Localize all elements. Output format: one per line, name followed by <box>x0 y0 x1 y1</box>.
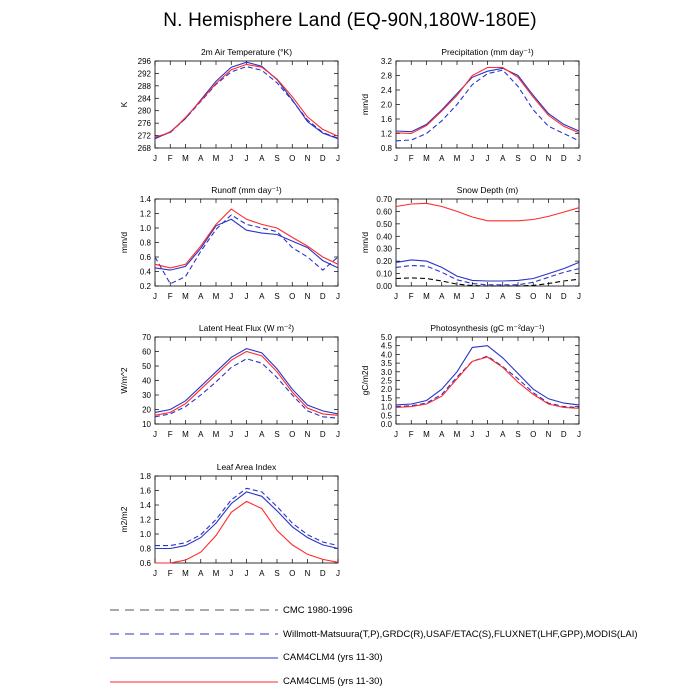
figure-title: N. Hemisphere Land (EQ-90N,180W-180E) <box>163 10 537 31</box>
y-tick-label: 0.5 <box>380 411 392 421</box>
x-tick-label: S <box>515 154 521 163</box>
legend-label-cam4clm5: CAM4CLM5 (yrs 11-30) <box>283 676 383 687</box>
series-line-2 <box>155 501 338 563</box>
x-tick-label: A <box>259 154 265 163</box>
x-tick-label: M <box>423 292 430 301</box>
x-tick-label: D <box>560 292 567 301</box>
x-tick-label: N <box>545 430 552 439</box>
x-tick-label: M <box>423 430 430 439</box>
x-tick-label: A <box>198 154 204 163</box>
x-tick-label: S <box>274 154 280 163</box>
x-tick-label: J <box>485 292 490 301</box>
y-tick-label: 2.4 <box>380 86 392 95</box>
x-tick-label: M <box>212 292 220 301</box>
x-tick-label: J <box>153 154 157 163</box>
x-tick-label: A <box>439 430 445 439</box>
x-tick-label: J <box>229 569 234 578</box>
y-tick-label: 5.0 <box>380 333 392 342</box>
panel-leaf-area-index <box>119 462 340 578</box>
x-tick-label: S <box>515 430 521 439</box>
y-tick-label: 40 <box>142 376 151 386</box>
x-tick-label: J <box>336 292 340 301</box>
y-tick-label: 1.0 <box>139 224 151 233</box>
y-tick-label: 3.5 <box>380 359 392 369</box>
x-tick-label: A <box>198 430 204 439</box>
y-tick-label: 0.2 <box>139 282 151 291</box>
x-tick-label: O <box>530 430 537 439</box>
x-tick-label: A <box>500 154 506 163</box>
x-tick-label: J <box>336 430 340 439</box>
plot-frame <box>155 61 338 148</box>
panel-title: Latent Heat Flux (W m⁻²) <box>198 323 295 333</box>
y-tick-label: 0.4 <box>139 267 151 277</box>
x-tick-label: J <box>244 292 249 301</box>
legend-label-observations: Willmott-Matsuura(T,P),GRDC(R),USAF/ETAC(S),FLUXNET(LHF,GPP),MODIS(LAI) <box>283 629 638 640</box>
y-tick-label: 2.0 <box>380 385 392 395</box>
series-line-1 <box>396 346 579 405</box>
x-tick-label: J <box>470 154 475 163</box>
x-tick-label: J <box>470 430 475 439</box>
x-tick-label: J <box>394 292 398 301</box>
y-tick-label: 1.2 <box>139 209 151 219</box>
panel-runoff <box>119 185 340 301</box>
x-tick-label: J <box>229 292 234 301</box>
y-tick-label: 1.0 <box>380 402 392 412</box>
y-axis-label: mm/d <box>360 93 370 116</box>
x-tick-label: O <box>289 569 296 578</box>
y-tick-label: 0.70 <box>376 195 392 204</box>
series-line-1 <box>396 68 579 131</box>
y-tick-label: 3.2 <box>380 57 392 66</box>
x-tick-label: F <box>167 154 173 163</box>
x-tick-label: D <box>319 569 326 578</box>
panel-title: Photosynthesis (gC m⁻²day⁻¹) <box>430 323 545 333</box>
x-tick-label: O <box>289 154 296 163</box>
y-tick-label: 3.0 <box>380 367 392 377</box>
panel-snow-depth <box>360 185 581 301</box>
x-tick-label: J <box>470 292 475 301</box>
y-tick-label: 292 <box>137 69 151 79</box>
legend-label-cam4clm4: CAM4CLM4 (yrs 11-30) <box>283 652 383 663</box>
x-tick-label: M <box>212 569 220 578</box>
y-tick-label: 1.2 <box>380 129 392 139</box>
x-tick-label: O <box>530 154 537 163</box>
y-tick-label: 2.8 <box>380 71 392 81</box>
y-tick-label: 0.6 <box>139 253 151 262</box>
panel-title: Runoff (mm day⁻¹) <box>211 185 282 195</box>
series-line-2 <box>396 357 579 408</box>
x-tick-label: S <box>274 292 280 301</box>
y-tick-label: 50 <box>142 362 151 371</box>
y-tick-label: 60 <box>142 347 151 357</box>
y-tick-label: 0.40 <box>376 232 392 242</box>
x-tick-label: D <box>319 154 326 163</box>
series-line-3 <box>396 203 579 221</box>
legend-label-cmc: CMC 1980-1996 <box>283 605 353 616</box>
plot-frame <box>155 337 338 424</box>
series-line-1 <box>155 492 338 549</box>
series-line-1 <box>155 62 338 139</box>
x-tick-label: A <box>198 292 204 301</box>
series-line-2 <box>155 64 338 137</box>
y-tick-label: 0.30 <box>376 244 392 254</box>
panel-title: Precipitation (mm day⁻¹) <box>441 47 534 57</box>
y-tick-label: 1.6 <box>139 486 151 496</box>
series-line-1 <box>155 219 338 270</box>
y-tick-label: 10 <box>142 420 151 429</box>
y-tick-label: 296 <box>137 57 151 66</box>
y-tick-label: 0.8 <box>139 544 151 554</box>
y-axis-label: gC/m2d <box>360 365 370 396</box>
x-tick-label: F <box>408 292 414 301</box>
x-tick-label: M <box>182 292 189 301</box>
y-tick-label: 4.0 <box>380 350 392 360</box>
x-tick-label: M <box>182 154 189 163</box>
x-tick-label: F <box>167 569 173 578</box>
y-tick-label: 288 <box>137 81 151 91</box>
x-tick-label: O <box>530 292 537 301</box>
y-tick-label: 30 <box>142 391 151 400</box>
y-tick-label: 1.4 <box>139 195 151 204</box>
y-tick-label: 0.10 <box>376 269 392 279</box>
y-tick-label: 280 <box>137 106 151 116</box>
plot-frame <box>396 337 579 424</box>
y-axis-label: mm/d <box>119 231 129 254</box>
y-tick-label: 70 <box>142 333 151 342</box>
y-axis-label: m2/m2 <box>119 506 129 533</box>
y-tick-label: 284 <box>137 94 151 104</box>
x-tick-label: O <box>289 430 296 439</box>
x-tick-label: S <box>274 430 280 439</box>
x-tick-label: N <box>304 292 311 301</box>
x-tick-label: J <box>336 154 340 163</box>
x-tick-label: A <box>500 430 506 439</box>
series-line-0 <box>396 70 579 141</box>
panel-precipitation <box>360 47 581 163</box>
panel-title: Snow Depth (m) <box>456 185 519 195</box>
x-tick-label: D <box>560 430 567 439</box>
x-tick-label: J <box>485 154 490 163</box>
x-tick-label: J <box>577 292 581 301</box>
x-tick-label: N <box>304 569 311 578</box>
y-tick-label: 0.0 <box>380 420 392 429</box>
x-tick-label: J <box>394 430 398 439</box>
x-tick-label: F <box>408 154 414 163</box>
x-tick-label: J <box>153 292 157 301</box>
x-tick-label: O <box>289 292 296 301</box>
series-line-0 <box>155 488 338 545</box>
x-tick-label: J <box>244 154 249 163</box>
y-tick-label: 0.50 <box>376 219 392 229</box>
panel-air-temperature <box>119 47 340 163</box>
x-tick-label: D <box>560 154 567 163</box>
y-tick-label: 1.2 <box>139 515 151 525</box>
y-axis-label: K <box>119 101 129 108</box>
x-tick-label: J <box>244 569 249 578</box>
x-tick-label: M <box>182 569 189 578</box>
x-tick-label: J <box>394 154 398 163</box>
x-tick-label: M <box>423 154 430 163</box>
y-tick-label: 0.20 <box>376 257 392 267</box>
x-tick-label: M <box>453 154 461 163</box>
x-tick-label: A <box>439 154 445 163</box>
y-tick-label: 0.8 <box>139 238 151 248</box>
x-tick-label: J <box>229 430 234 439</box>
y-axis-label: W/m^2 <box>119 367 129 394</box>
x-tick-label: D <box>319 430 326 439</box>
y-tick-label: 0.6 <box>139 559 151 568</box>
x-tick-label: M <box>212 430 220 439</box>
y-tick-label: 276 <box>137 119 151 129</box>
y-tick-label: 2.5 <box>380 376 392 386</box>
panel-photosynthesis <box>360 323 581 439</box>
x-tick-label: J <box>229 154 234 163</box>
y-tick-label: 0.8 <box>380 144 392 153</box>
x-tick-label: F <box>167 430 173 439</box>
y-tick-label: 1.6 <box>380 115 392 124</box>
y-tick-label: 1.4 <box>139 501 151 510</box>
x-tick-label: A <box>500 292 506 301</box>
series-line-0 <box>155 215 338 284</box>
x-tick-label: F <box>408 430 414 439</box>
y-tick-label: 2.0 <box>380 100 392 110</box>
x-tick-label: A <box>259 430 265 439</box>
x-tick-label: A <box>198 569 204 578</box>
x-tick-label: J <box>244 430 249 439</box>
x-tick-label: N <box>545 154 552 163</box>
y-axis-label: mm/d <box>360 231 370 254</box>
x-tick-label: J <box>577 154 581 163</box>
x-tick-label: F <box>167 292 173 301</box>
y-tick-label: 0.60 <box>376 207 392 217</box>
plot-frame <box>155 476 338 563</box>
panel-title: 2m Air Temperature (°K) <box>200 47 293 57</box>
x-tick-label: N <box>304 154 311 163</box>
x-tick-label: N <box>545 292 552 301</box>
y-tick-label: 20 <box>142 405 151 415</box>
x-tick-label: J <box>153 430 157 439</box>
x-tick-label: J <box>577 430 581 439</box>
y-tick-label: 272 <box>137 131 151 141</box>
y-tick-label: 1.8 <box>139 472 151 481</box>
y-tick-label: 4.5 <box>380 341 392 351</box>
x-tick-label: D <box>319 292 326 301</box>
y-tick-label: 268 <box>137 144 151 153</box>
x-tick-label: A <box>439 292 445 301</box>
panel-title: Leaf Area Index <box>216 462 277 472</box>
x-tick-label: A <box>259 292 265 301</box>
x-tick-label: M <box>453 430 461 439</box>
x-tick-label: J <box>153 569 157 578</box>
x-tick-label: S <box>274 569 280 578</box>
plot-frame <box>155 199 338 286</box>
x-tick-label: J <box>485 430 490 439</box>
x-tick-label: N <box>304 430 311 439</box>
y-tick-label: 1.5 <box>380 393 392 403</box>
series-line-1 <box>155 349 338 414</box>
x-tick-label: M <box>182 430 189 439</box>
x-tick-label: M <box>212 154 220 163</box>
x-tick-label: J <box>336 569 340 578</box>
x-tick-label: M <box>453 292 461 301</box>
x-tick-label: A <box>259 569 265 578</box>
panel-latent-heat-flux <box>119 323 340 439</box>
y-tick-label: 0.00 <box>376 282 392 291</box>
series-line-2 <box>396 68 579 134</box>
x-tick-label: S <box>515 292 521 301</box>
series-line-1 <box>396 266 579 285</box>
series-line-0 <box>155 67 338 139</box>
y-tick-label: 1.0 <box>139 530 151 539</box>
